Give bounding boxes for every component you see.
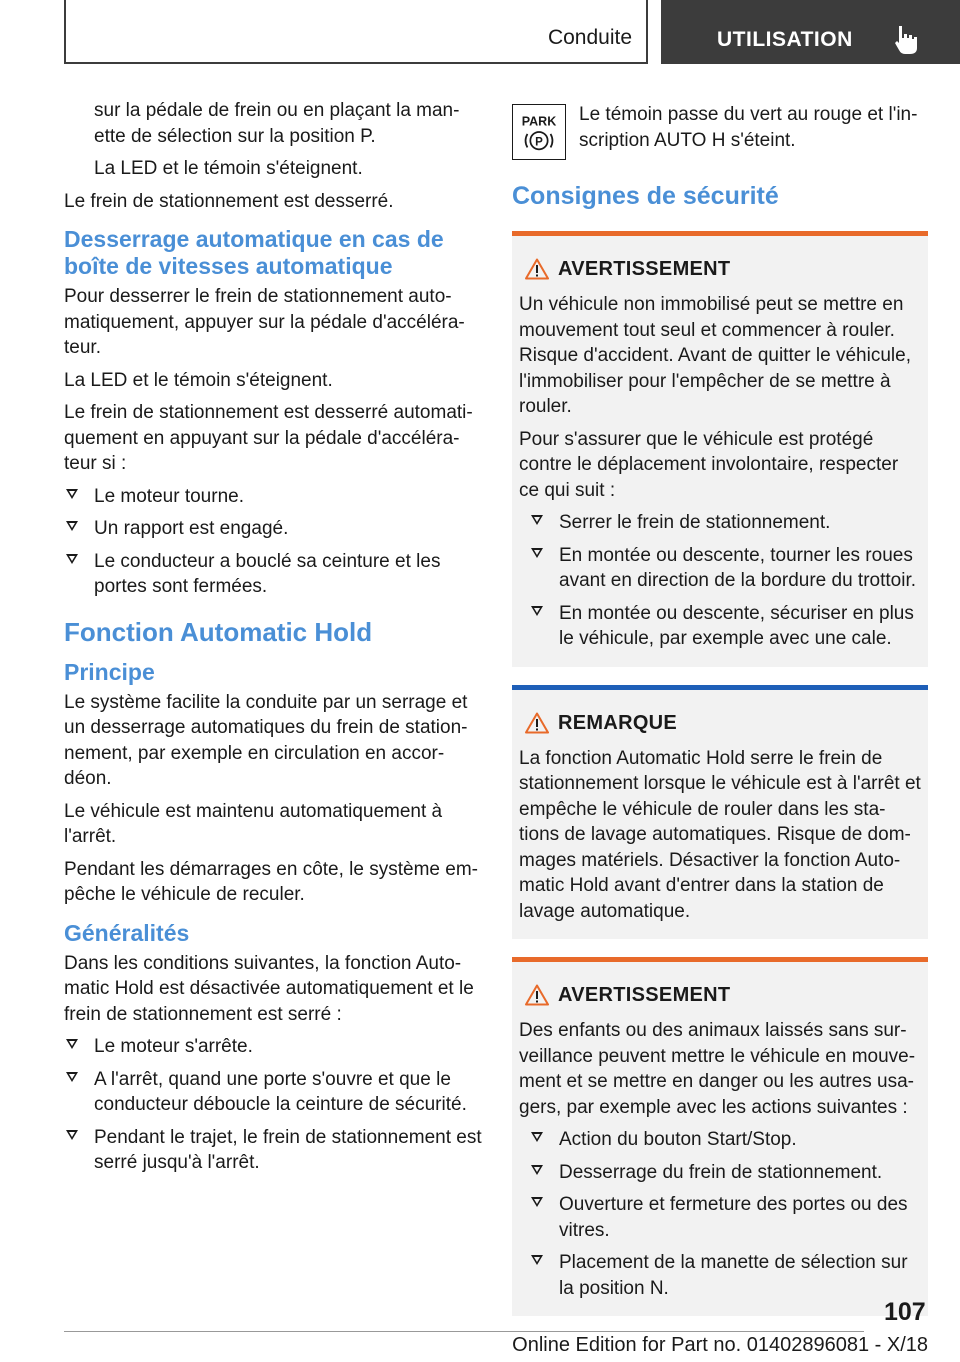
warning-title: AVERTISSEMENT [558, 984, 731, 1006]
heading-safety: Consignes de sécurité [512, 182, 779, 210]
bullet-triangle-icon [66, 1039, 78, 1049]
header-section-title: Conduite [547, 26, 632, 49]
header-chapter-title: UTILISATION [717, 28, 853, 51]
hand-pointer-icon [893, 24, 923, 56]
bullet-triangle-icon [531, 1132, 543, 1142]
note-box [512, 685, 928, 940]
paragraph: Le frein de stationnement est desserré automati-quement en appuyant sur la pédale d'accéléra-teur si : [64, 402, 473, 474]
page-number: 107 [884, 1298, 926, 1326]
paragraph: sur la pédale de frein ou en plaçant la man-ette de sélection sur la position P. [94, 100, 460, 147]
bullet-triangle-icon [531, 1255, 543, 1265]
paragraph: Pour s'assurer que le véhicule est protégé contre le déplacement involontaire, respecter ce qui suit : [519, 428, 899, 501]
paragraph: Dans les conditions suivantes, la fonction Auto-matic Hold est désactivée automatiquement et le frein de stationnement est serré : [64, 952, 474, 1025]
warning-box [512, 231, 928, 667]
park-brake-indicator-icon [512, 104, 566, 160]
paragraph: La LED et le témoin s'éteignent. [64, 369, 333, 391]
bullet-triangle-icon [66, 521, 78, 531]
list-item: Le moteur s'arrête. [64, 1034, 482, 1060]
right-column [512, 98, 928, 1334]
paragraph: Le frein de stationnement est desserré. [64, 190, 394, 212]
bullet-triangle-icon [66, 1130, 78, 1140]
heading-general: Généralités [64, 919, 190, 946]
deactivation-conditions-list [64, 1034, 482, 1176]
warning-box [512, 957, 928, 1316]
note-title: REMARQUE [558, 711, 678, 734]
bullet-triangle-icon [531, 515, 543, 525]
header-section-box [64, 0, 648, 64]
list-item: Desserrage du frein de stationnement. [529, 1160, 921, 1186]
list-item: Action du bouton Start/Stop. [529, 1127, 921, 1153]
list-item: Serrer le frein de stationnement. [529, 510, 921, 536]
park-indicator-row [512, 98, 928, 168]
header-chapter-box [661, 0, 960, 64]
list-item: A l'arrêt, quand une porte s'ouvre et que le conducteur déboucle la ceinture de sécurité. [64, 1067, 482, 1118]
list-item: En montée ou descente, sécuriser en plus le véhicule, par exemple avec une cale. [529, 601, 921, 652]
park-indicator-text: Le témoin passe du vert au rouge et l'in-scription AUTO H s'éteint. [579, 104, 918, 151]
paragraph: Le système facilite la conduite par un serrage et un desserrage automatiques du frein de station-nement, par exemple en circulation en accor-déon. [64, 691, 468, 789]
heading-automatic-hold: Fonction Automatic Hold [64, 616, 373, 647]
list-item: Ouverture et fermeture des portes ou des vitres. [529, 1192, 921, 1243]
list-item: Placement de la manette de sélection sur la position N. [529, 1250, 921, 1301]
bullet-triangle-icon [66, 1072, 78, 1082]
park-label: PARK [521, 114, 557, 129]
heading-principle: Principe [64, 658, 155, 685]
paragraph: La LED et le témoin s'éteignent. [94, 158, 363, 179]
paragraph: Pendant les démarrages en côte, le système em-pêche le véhicule de reculer. [64, 858, 478, 905]
warning-triangle-icon [525, 984, 549, 1006]
footer-divider [64, 1331, 864, 1332]
paragraph: Pour desserrer le frein de stationnement auto-matiquement, appuyer sur la pédale d'accéléra-teur. [64, 286, 465, 358]
bullet-triangle-icon [531, 1197, 543, 1207]
bullet-triangle-icon [531, 1165, 543, 1175]
heading-auto-release: Desserrage automatique en cas de boîte de vitesses automatique [64, 226, 444, 279]
left-column [64, 98, 482, 1183]
warning-list [519, 1127, 921, 1301]
list-item: Le moteur tourne. [64, 484, 482, 510]
list-item: Un rapport est engagé. [64, 516, 482, 542]
warning-triangle-icon [525, 258, 549, 280]
list-item: Le conducteur a bouclé sa ceinture et les portes sont fermées. [64, 549, 482, 600]
svg-text:P: P [535, 136, 543, 149]
footer-edition-text: Online Edition for Part no. 01402896081 - X/18 [512, 1334, 928, 1356]
warning-triangle-icon [525, 712, 549, 734]
bullet-triangle-icon [66, 489, 78, 499]
bullet-triangle-icon [531, 606, 543, 616]
bullet-triangle-icon [66, 554, 78, 564]
release-conditions-list [64, 484, 482, 600]
list-item: Pendant le trajet, le frein de stationnement est serré jusqu'à l'arrêt. [64, 1125, 482, 1176]
bullet-triangle-icon [531, 548, 543, 558]
warning-title: AVERTISSEMENT [558, 258, 731, 280]
paragraph: Des enfants ou des animaux laissés sans sur-veillance peuvent mettre le véhicule en mouve-ment et se mettre en danger ou les autres usa-gers, par exemple avec les actions suivantes : [519, 1020, 916, 1118]
paragraph: Un véhicule non immobilisé peut se mettre en mouvement tout seul et commencer à rouler. Risque d'accident. Avant de quitter le véhicule, l'immobiliser pour l'empêcher de se mettre à rouler. [519, 294, 911, 417]
warning-list [519, 510, 921, 652]
paragraph: La fonction Automatic Hold serre le frein de stationnement lorsque le véhicule est à l'arrêt et empêche le véhicule de rouler dans les sta-tions de lavage automatiques. Risque de dom-mages matériels. Désactiver la fonction Auto-matic Hold avant d'entrer dans la station de lavage automatique. [519, 747, 921, 922]
paragraph: Le véhicule est maintenu automatiquement à l'arrêt. [64, 800, 443, 847]
list-item: En montée ou descente, tourner les roues avant en direction de la bordure du trottoir. [529, 543, 921, 594]
